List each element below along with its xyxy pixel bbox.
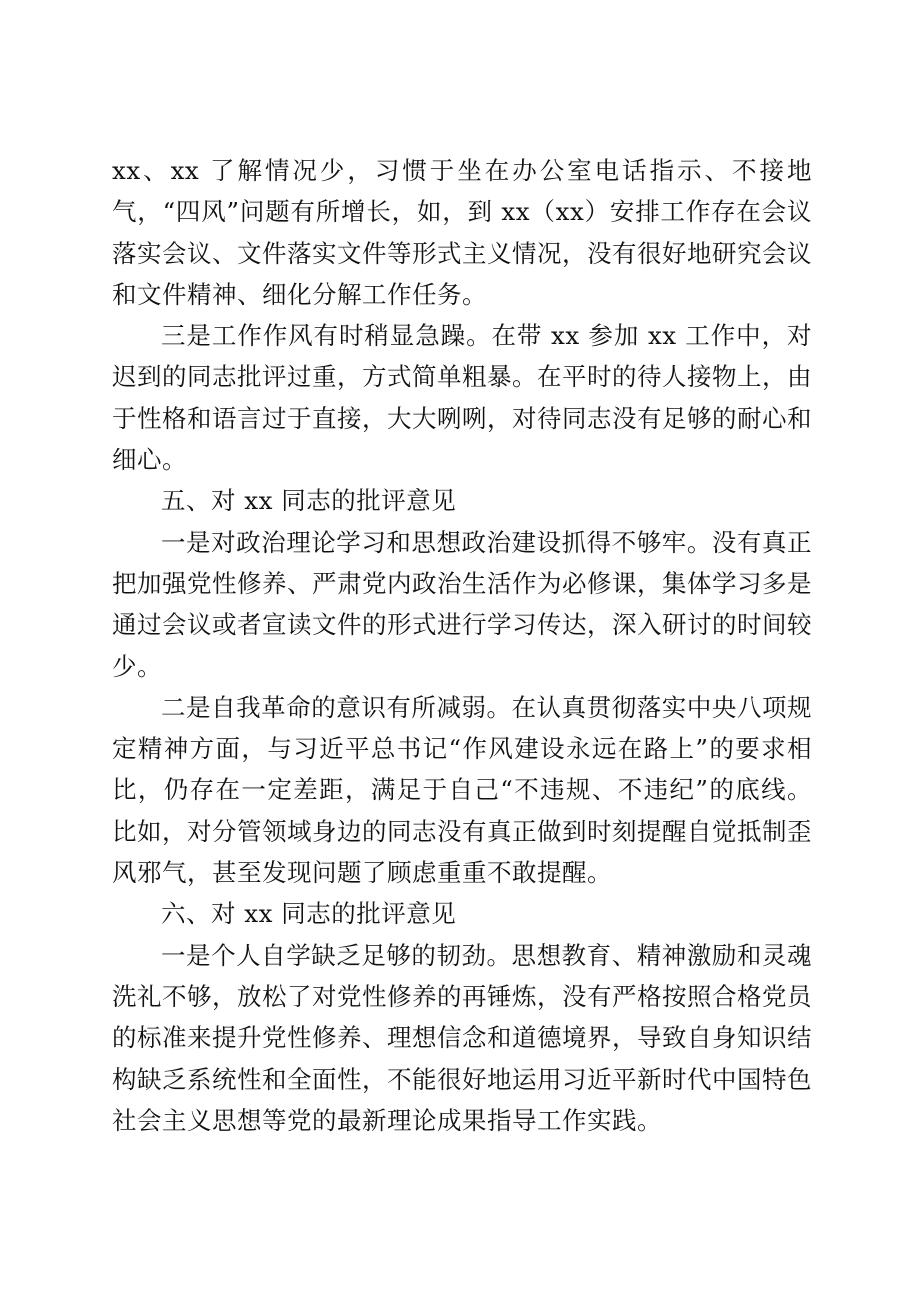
paragraph-self-study: 一是个人自学缺乏足够的韧劲。思想教育、精神激励和灵魂洗礼不够，放松了对党性修养的再锤炼，没有严格按照合格党员的标准来提升党性修养、理想信念和道德境界，导致自身知识结构缺乏系统性和全面性，不能很好地运用习近平新时代中国特色社会主义思想等党的最新理论成果指导工作实践。: [112, 940, 812, 1135]
paragraph-self-revolution: 二是自我革命的意识有所减弱。在认真贯彻落实中央八项规定精神方面，与习近平总书记“作风建设永远在路上”的要求相比，仍存在一定差距，满足于自己“不违规、不违纪”的底线。比如，对分管领域身边的同志没有真正做到时刻提醒自觉抵制歪风邪气，甚至发现问题了顾虑重重不敢提醒。: [112, 692, 812, 888]
section-heading-five: 五、对 xx 同志的批评意见: [161, 486, 457, 516]
document-body: [112, 150, 812, 1141]
paragraph-continuation: xx、xx 了解情况少，习惯于坐在办公室电话指示、不接地气，“四风”问题有所增长，如，到 xx（xx）安排工作存在会议落实会议、文件落实文件等形式主义情况，没有很好地研究会议和文件精神、细化分解工作任务。: [112, 156, 812, 309]
section-heading-six: 六、对 xx 同志的批评意见: [161, 899, 457, 929]
paragraph-political-theory: 一是对政治理论学习和思想政治建设抓得不够牢。没有真正把加强党性修养、严肃党内政治生活作为必修课，集体学习多是通过会议或者宣读文件的形式进行学习传达，深入研讨的时间较少。: [112, 527, 812, 681]
paragraph-work-style: 三是工作作风有时稍显急躁。在带 xx 参加 xx 工作中，对迟到的同志批评过重，方式简单粗暴。在平时的待人接物上，由于性格和语言过于直接，大大咧咧，对待同志没有足够的耐心和细心。: [112, 321, 812, 475]
